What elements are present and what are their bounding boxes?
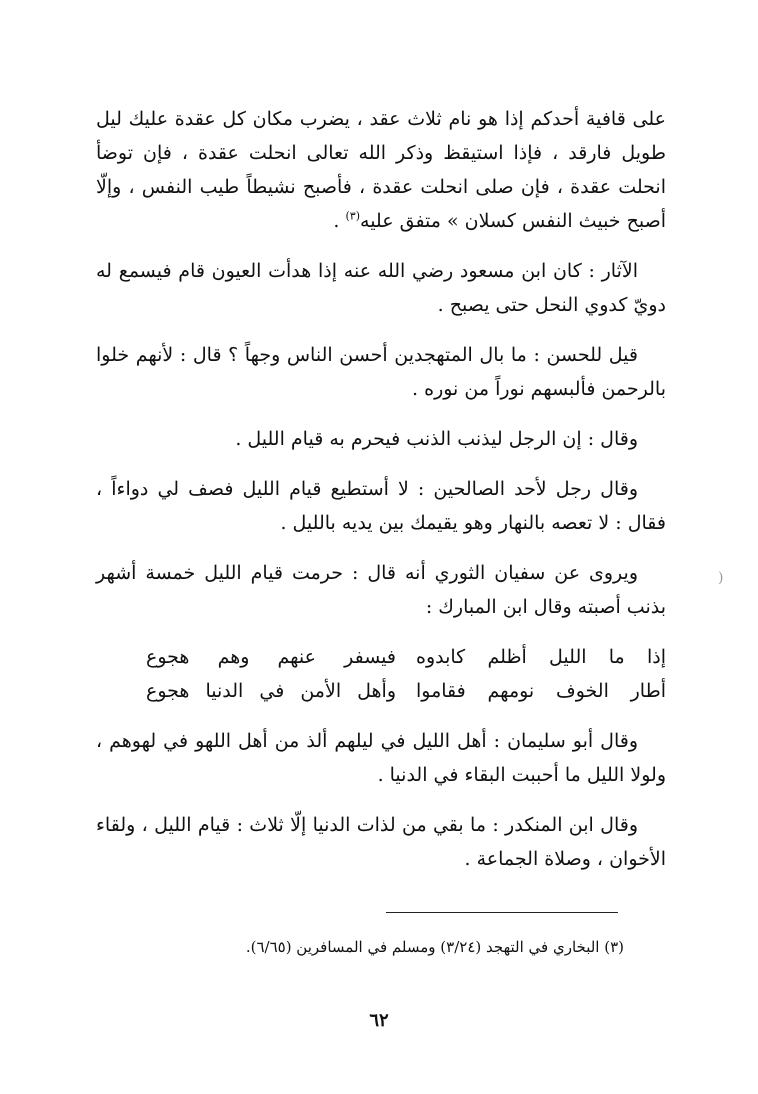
page-number: ٦٢ <box>369 1010 389 1031</box>
hadith-end: . <box>333 210 346 232</box>
poem-verse-1-second-half: فيسفر عنهم وهم هجوع <box>146 646 396 668</box>
paragraph-thawri: ويروى عن سفيان الثوري أنه قال : حرمت قيام الليل خمسة أشهر بذنب أصبته وقال ابن المبارك : <box>96 562 666 618</box>
footnote-divider <box>386 912 618 913</box>
poem-verse-2-first-half: أطار الخوف نومهم فقاموا <box>416 680 666 702</box>
paragraph-ibn-munkadir: وقال ابن المنكدر : ما بقي من لذات الدنيا إلّا ثلاث : قيام الليل ، ولقاء الأخوان ، وصلاة الجماعة . <box>96 814 666 870</box>
body-text <box>96 102 666 892</box>
poem <box>96 640 666 708</box>
paragraph-athar-ibn-masud: الآثار : كان ابن مسعود رضي الله عنه إذا هدأت العيون قام فيسمع له دويّ كدوي النحل حتى يصبح . <box>96 260 666 316</box>
paragraph-abu-sulayman: وقال أبو سليمان : أهل الليل في ليلهم ألذ من أهل اللهو في لهوهم ، ولولا الليل ما أحببت البقاء في الدنيا . <box>96 730 666 786</box>
footnote-text: (٣) البخاري في التهجد (٣/٢٤) ومسلم في المسافرين (٦/٦٥). <box>245 938 624 956</box>
footnote-marker: (٣) <box>345 209 361 223</box>
paragraph-remedy: وقال رجل لأحد الصالحين : لا أستطيع قيام الليل فصف لي دواءاً ، فقال : لا تعصه بالنهار وهو يقيمك بين يديه بالليل . <box>96 478 666 534</box>
paragraph-sin: وقال : إن الرجل ليذنب الذنب فيحرم به قيام الليل . <box>235 428 638 450</box>
poem-verse-1 <box>146 640 666 674</box>
margin-mark: ) <box>718 570 724 586</box>
poem-verse-2 <box>146 674 666 708</box>
poem-verse-1-first-half: إذا ما الليل أظلم كابدوه <box>416 646 666 668</box>
paragraph-hadith-continuation <box>96 102 666 238</box>
paragraph-hasan: قيل للحسن : ما بال المتهجدين أحسن الناس وجهاً ؟ قال : لأنهم خلوا بالرحمن فألبسهم نوراً من نوره . <box>96 344 666 400</box>
poem-verse-2-second-half: وأهل الأمن في الدنيا هجوع <box>146 680 396 702</box>
hadith-text: على قافية أحدكم إذا هو نام ثلاث عقد ، يضرب مكان كل عقدة عليك ليل طويل فارقد ، فإذا استيقظ وذكر الله تعالى انحلت عقدة ، فإن توضأ انحلت عقدة ، فإن صلى انحلت عقدة ، فأصبح نشيطاً طيب النفس ، وإلّا أصبح خبيث النفس كسلان » متفق عليه <box>96 108 666 232</box>
